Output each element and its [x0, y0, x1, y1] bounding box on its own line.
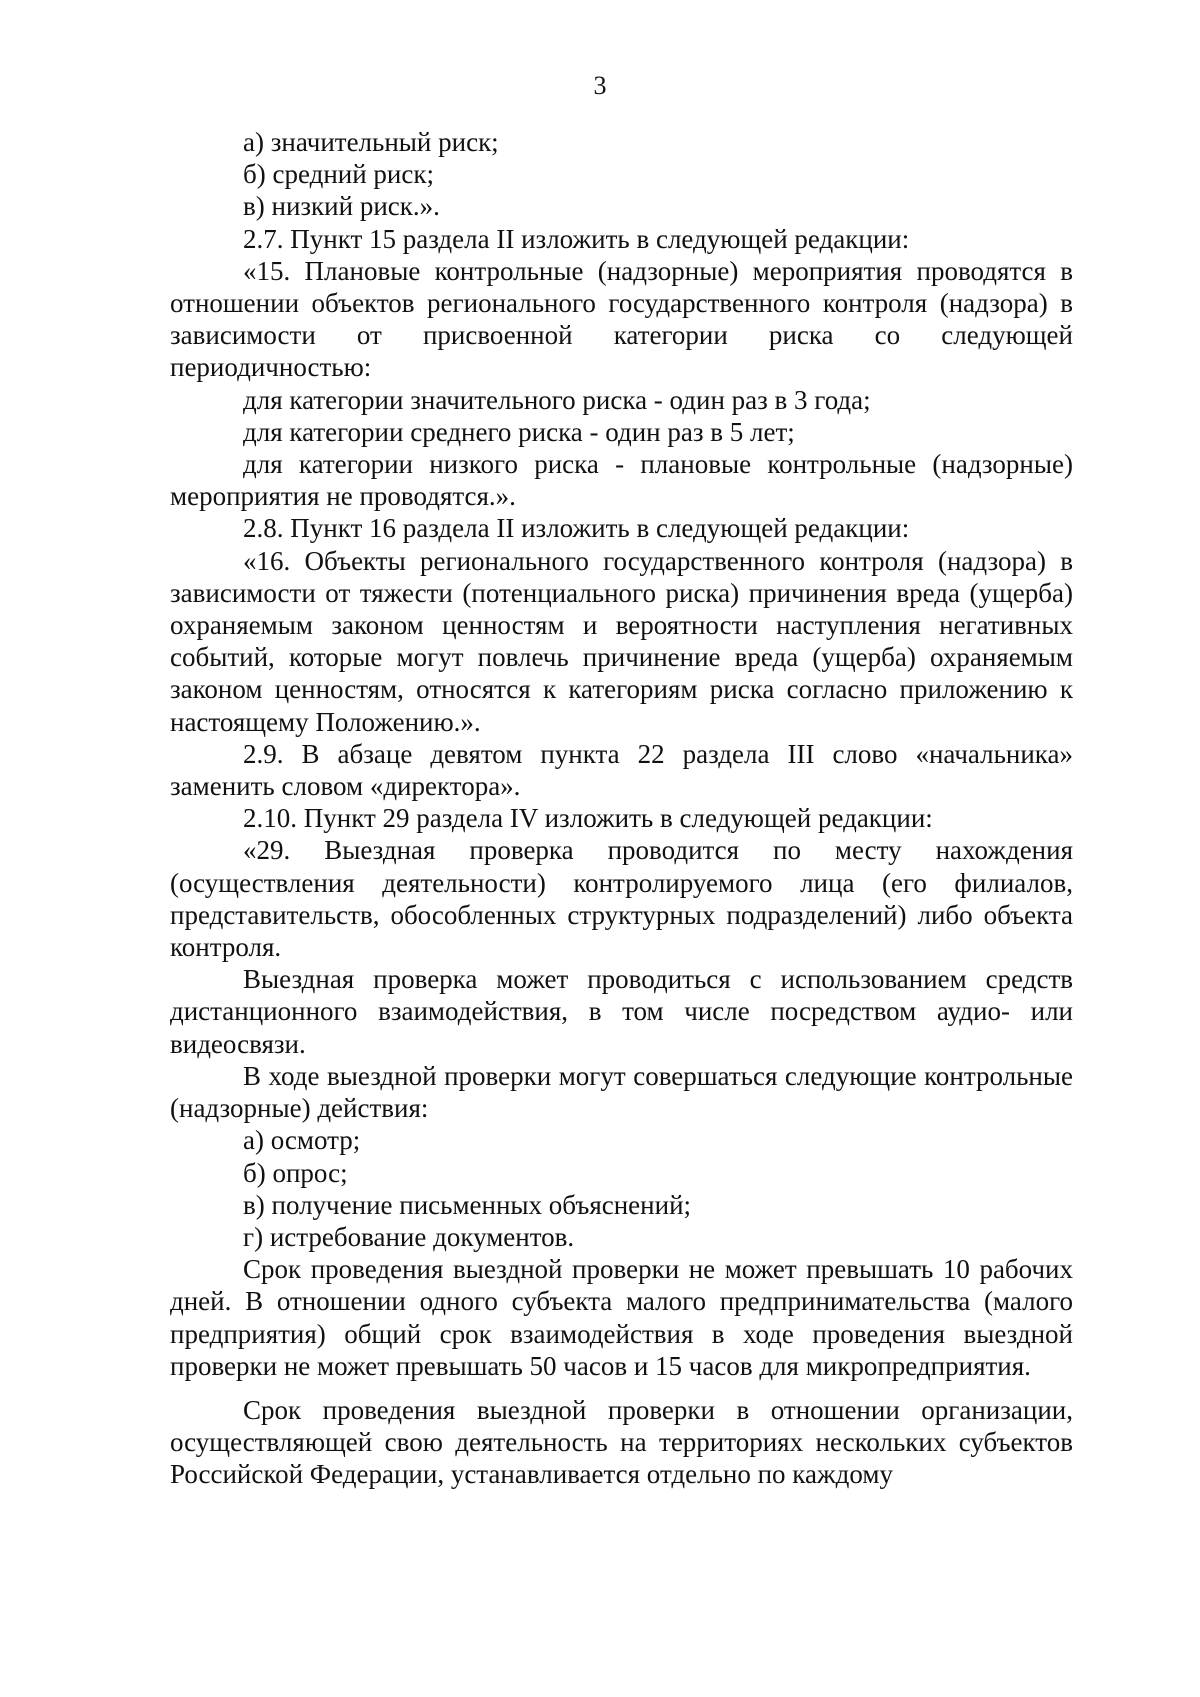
paragraph-remote-inspection: Выездная проверка может проводиться с использованием средств дистанционного взаимодействия, в том числе посредством аудио- или видеосвязи.	[170, 964, 1073, 1059]
paragraph-action-documents: г) истребование документов.	[243, 1221, 575, 1252]
paragraph-2-9: 2.9. В абзаце девятом пункта 22 раздела III слово «начальника» заменить словом «директора».	[170, 738, 1073, 802]
paragraph-risk-medium: б) средний риск;	[243, 159, 434, 190]
paragraph-action-survey: б) опрос;	[243, 1157, 348, 1188]
paragraph-inspection-term-regions: Срок проведения выездной проверки в отношении организации, осуществляющей свою деятельность на территориях нескольких субъектов Российской Федерации, устанавливается отдельно по каждому	[170, 1394, 1073, 1490]
paragraph-risk-low: в) низкий риск.».	[243, 191, 440, 222]
paragraph-inspection-actions: В ходе выездной проверки могут совершаться следующие контрольные (надзорные) действия:	[170, 1060, 1073, 1124]
paragraph-item-16: «16. Объекты регионального государственного контроля (надзора) в зависимости от тяжести (потенциального риска) причинения вреда (ущерба) охраняемым законом ценностям и вероятности наступления негативных событий, которые могут повлечь причинение вреда (ущерба) охраняемым законом ценностям, относятся к категориям риска согласно приложению к настоящему Положению.».	[170, 545, 1073, 737]
paragraph-period-medium: для категории среднего риска - один раз в 5 лет;	[243, 416, 795, 447]
paragraph-period-low: для категории низкого риска - плановые контрольные (надзорные) мероприятия не проводятся.».	[170, 449, 1073, 512]
paragraph-item-15: «15. Плановые контрольные (надзорные) мероприятия проводятся в отношении объектов регионального государственного контроля (надзора) в зависимости от присвоенной категории риска со следующей периодичностью:	[170, 255, 1073, 383]
paragraph-2-8: 2.8. Пункт 16 раздела II изложить в следующей редакции:	[243, 513, 910, 544]
document-body	[170, 126, 1073, 1491]
paragraph-2-7: 2.7. Пункт 15 раздела II изложить в следующей редакции:	[243, 223, 910, 254]
paragraph-risk-significant: а) значительный риск;	[243, 127, 499, 157]
paragraph-inspection-term: Срок проведения выездной проверки не может превышать 10 рабочих дней. В отношении одного субъекта малого предпринимательства (малого предприятия) общий срок взаимодействия в ходе проведения выездной проверки не может превышать 50 часов и 15 часов для микропредприятия.	[170, 1254, 1073, 1381]
paragraph-action-explanations: в) получение письменных объяснений;	[243, 1189, 692, 1220]
paragraph-2-10: 2.10. Пункт 29 раздела IV изложить в следующей редакции:	[243, 803, 933, 834]
paragraph-period-significant: для категории значительного риска - один раз в 3 года;	[243, 384, 871, 415]
page-number: 3	[593, 71, 607, 100]
paragraph-item-29: «29. Выездная проверка проводится по месту нахождения (осуществления деятельности) контролируемого лица (его филиалов, представительств, обособленных структурных подразделений) либо объекта контроля.	[170, 835, 1073, 963]
paragraph-action-inspection: а) осмотр;	[243, 1125, 361, 1156]
